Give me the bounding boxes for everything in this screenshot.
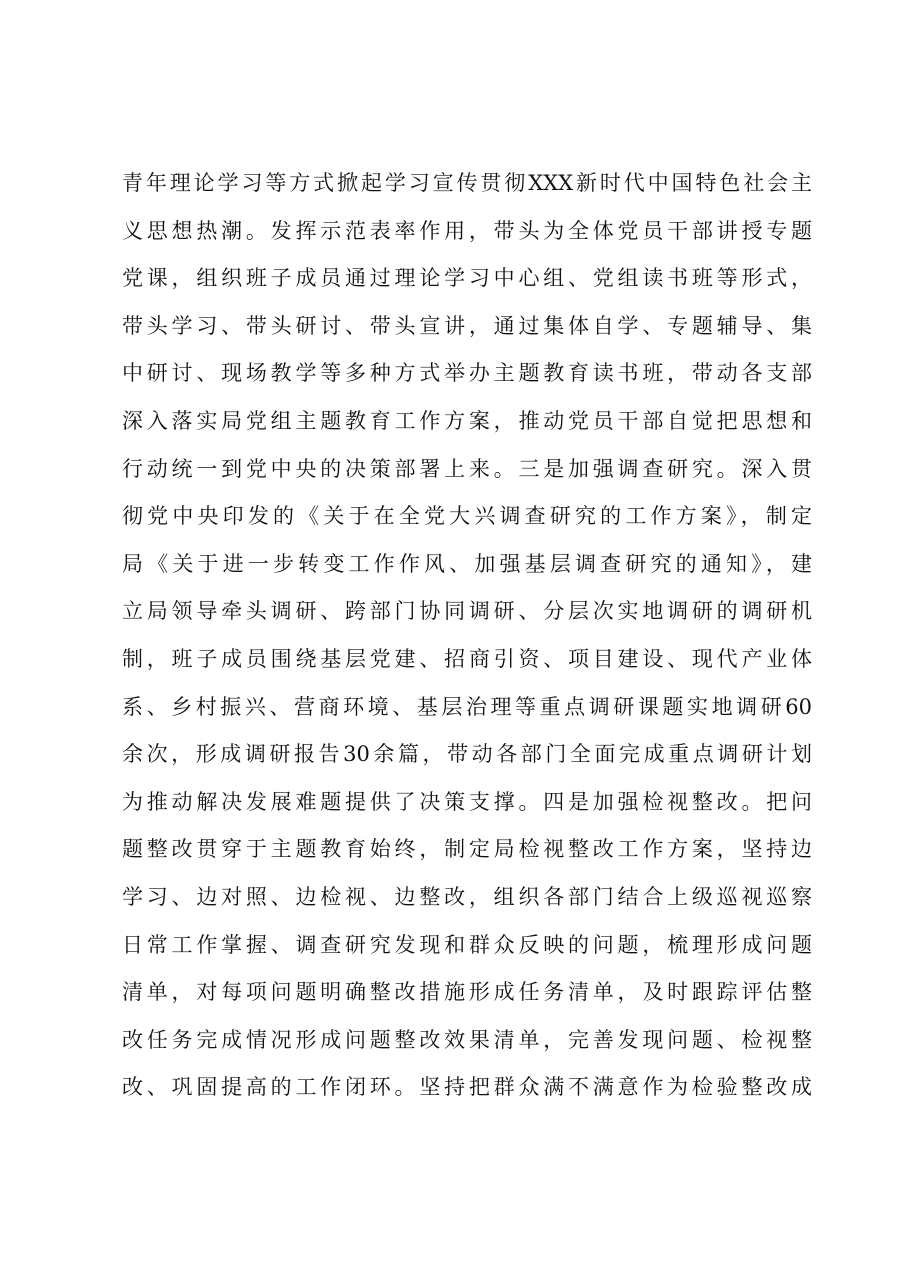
text-line: 学习、边对照、边检视、边整改，组织各部门结合上级巡视巡察 (122, 884, 812, 909)
text-line: 中研讨、现场教学等多种方式举办主题教育读书班，带动各支部 (122, 361, 812, 386)
text-line: 系、乡村振兴、营商环境、基层治理等重点调研课题实地调研60 (122, 694, 812, 719)
text-line: 局《关于进一步转变工作作风、加强基层调查研究的通知》，建 (122, 551, 812, 576)
text-line: 制，班子成员围绕基层党建、招商引资、项目建设、现代产业体 (122, 646, 812, 671)
body-paragraph (122, 160, 812, 1112)
text-line: 为推动解决发展难题提供了决策支撑。四是加强检视整改。把问 (122, 789, 812, 814)
text-line: 余次，形成调研报告30余篇，带动各部门全面完成重点调研计划 (122, 742, 812, 767)
text-line: 日常工作掌握、调查研究发现和群众反映的问题，梳理形成问题 (122, 932, 812, 957)
text-line: 深入落实局党组主题教育工作方案，推动党员干部自觉把思想和 (122, 408, 812, 433)
text-line: 清单，对每项问题明确整改措施形成任务清单，及时跟踪评估整 (122, 980, 812, 1005)
text-line: 改、巩固提高的工作闭环。坚持把群众满不满意作为检验整改成 (122, 1075, 812, 1100)
text-line: 彻党中央印发的《关于在全党大兴调查研究的工作方案》，制定 (122, 504, 812, 529)
text-line: 改任务完成情况形成问题整改效果清单，完善发现问题、检视整 (122, 1027, 812, 1052)
text-line: 立局领导牵头调研、跨部门协同调研、分层次实地调研的调研机 (122, 599, 812, 624)
text-line: 行动统一到党中央的决策部署上来。三是加强调查研究。深入贯 (122, 456, 812, 481)
text-line: 青年理论学习等方式掀起学习宣传贯彻XXX新时代中国特色社会主 (122, 171, 812, 195)
text-line: 带头学习、带头研讨、带头宣讲，通过集体自学、专题辅导、集 (122, 313, 812, 338)
text-line: 题整改贯穿于主题教育始终，制定局检视整改工作方案，坚持边 (122, 837, 812, 862)
text-line: 义思想热潮。发挥示范表率作用，带头为全体党员干部讲授专题 (122, 218, 812, 243)
text-line: 党课，组织班子成员通过理论学习中心组、党组读书班等形式， (122, 266, 812, 291)
